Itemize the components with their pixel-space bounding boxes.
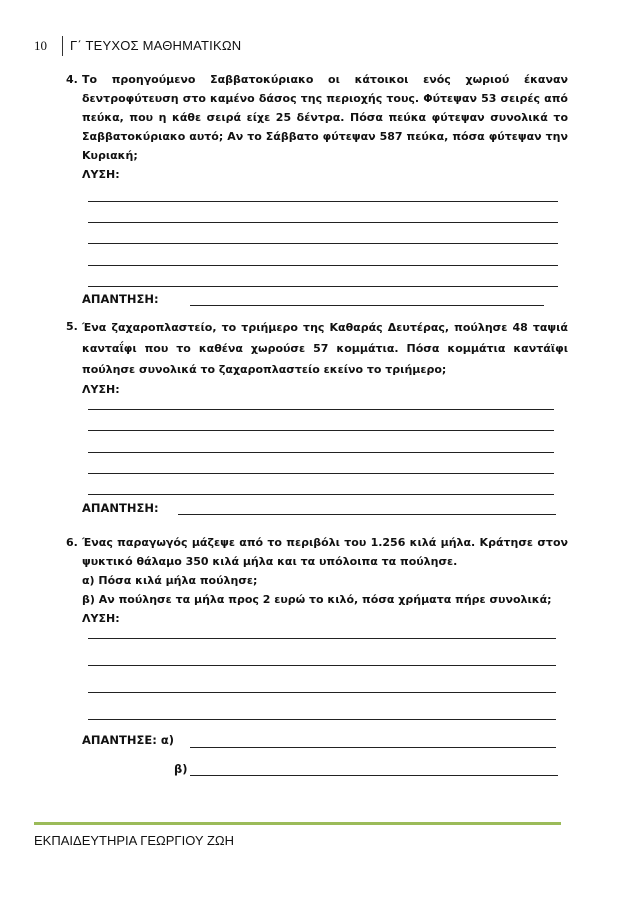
problem-text: Ένας παραγωγός μάζεψε από το περιβόλι του 1.256 κιλά μήλα. Κράτησε στον ψυκτικό θάλαμο 350 κιλά μήλα και τα υπόλοιπα τα πούλησε. xyxy=(82,536,568,568)
answer-line[interactable] xyxy=(88,265,558,266)
answer-line[interactable] xyxy=(88,286,558,287)
answer-line[interactable] xyxy=(88,430,554,431)
problem-4 xyxy=(66,70,568,184)
answer-line[interactable] xyxy=(88,494,554,495)
problem-6 xyxy=(66,533,568,628)
answer-label: ΑΠΑΝΤΗΣΗ: xyxy=(82,501,159,515)
problem-number: 4. xyxy=(66,73,78,86)
sub-question-b: β) Αν πούλησε τα μήλα προς 2 ευρώ το κιλό, πόσα χρήματα πήρε συνολικά; xyxy=(82,593,552,606)
solution-label: ΛΥΣΗ: xyxy=(82,383,120,396)
sub-question-a: α) Πόσα κιλά μήλα πούλησε; xyxy=(82,574,258,587)
answer-line[interactable] xyxy=(88,638,556,639)
page-number: 10 xyxy=(34,38,47,53)
problem-5 xyxy=(66,317,568,399)
final-answer-line[interactable] xyxy=(190,305,544,306)
answer-line[interactable] xyxy=(88,473,554,474)
final-answer-line[interactable] xyxy=(178,514,556,515)
problem-number: 5. xyxy=(66,320,78,333)
footer-text: ΕΚΠΑΙΔΕΥΤΗΡΙΑ ΓΕΩΡΓΙΟΥ ΖΩΗ xyxy=(34,833,234,848)
answer-line[interactable] xyxy=(88,452,554,453)
final-answer-line-b[interactable] xyxy=(190,775,558,776)
final-answer-line-a[interactable] xyxy=(190,747,556,748)
answer-line[interactable] xyxy=(88,243,558,244)
problem-text: Το προηγούμενο Σαββατοκύριακο οι κάτοικοι ενός χωριού έκαναν δεντροφύτευση στο καμένο δάσος της περιοχής τους. Φύτεψαν 53 σειρές από πεύκα, που η κάθε σειρά είχε 25 δέντρα. Πόσα πεύκα φύτεψαν συνολικά το Σαββατοκύριακο αυτό; Αν το Σάββατο φύτεψαν 587 πεύκα, πόσα φύτεψαν την Κυριακή; xyxy=(82,73,568,162)
solution-label: ΛΥΣΗ: xyxy=(82,168,120,181)
answer-b-label: β) xyxy=(174,762,188,776)
answer-line[interactable] xyxy=(88,665,556,666)
footer-bar xyxy=(34,822,561,825)
header-title: Γ΄ ΤΕΥΧΟΣ ΜΑΘΗΜΑΤΙΚΩΝ xyxy=(70,38,242,53)
solution-label: ΛΥΣΗ: xyxy=(82,612,120,625)
answer-line[interactable] xyxy=(88,409,554,410)
answer-label: ΑΠΑΝΤΗΣΗ: xyxy=(82,292,159,306)
answer-label: ΑΠΑΝΤΗΣΕ: α) xyxy=(82,733,174,747)
header-separator xyxy=(62,36,63,56)
problem-number: 6. xyxy=(66,536,78,549)
answer-line[interactable] xyxy=(88,719,556,720)
answer-line[interactable] xyxy=(88,201,558,202)
problem-text: Ένα ζαχαροπλαστείο, το τριήμερο της Καθαράς Δευτέρας, πούλησε 48 ταψιά κανταΐφι που το καθένα χωρούσε 57 κομμάτια. Πόσα κομμάτια καντάϊφι πούλησε συνολικά το ζαχαροπλαστείο εκείνο το τριήμερο; xyxy=(82,321,568,376)
answer-line[interactable] xyxy=(88,692,556,693)
answer-line[interactable] xyxy=(88,222,558,223)
